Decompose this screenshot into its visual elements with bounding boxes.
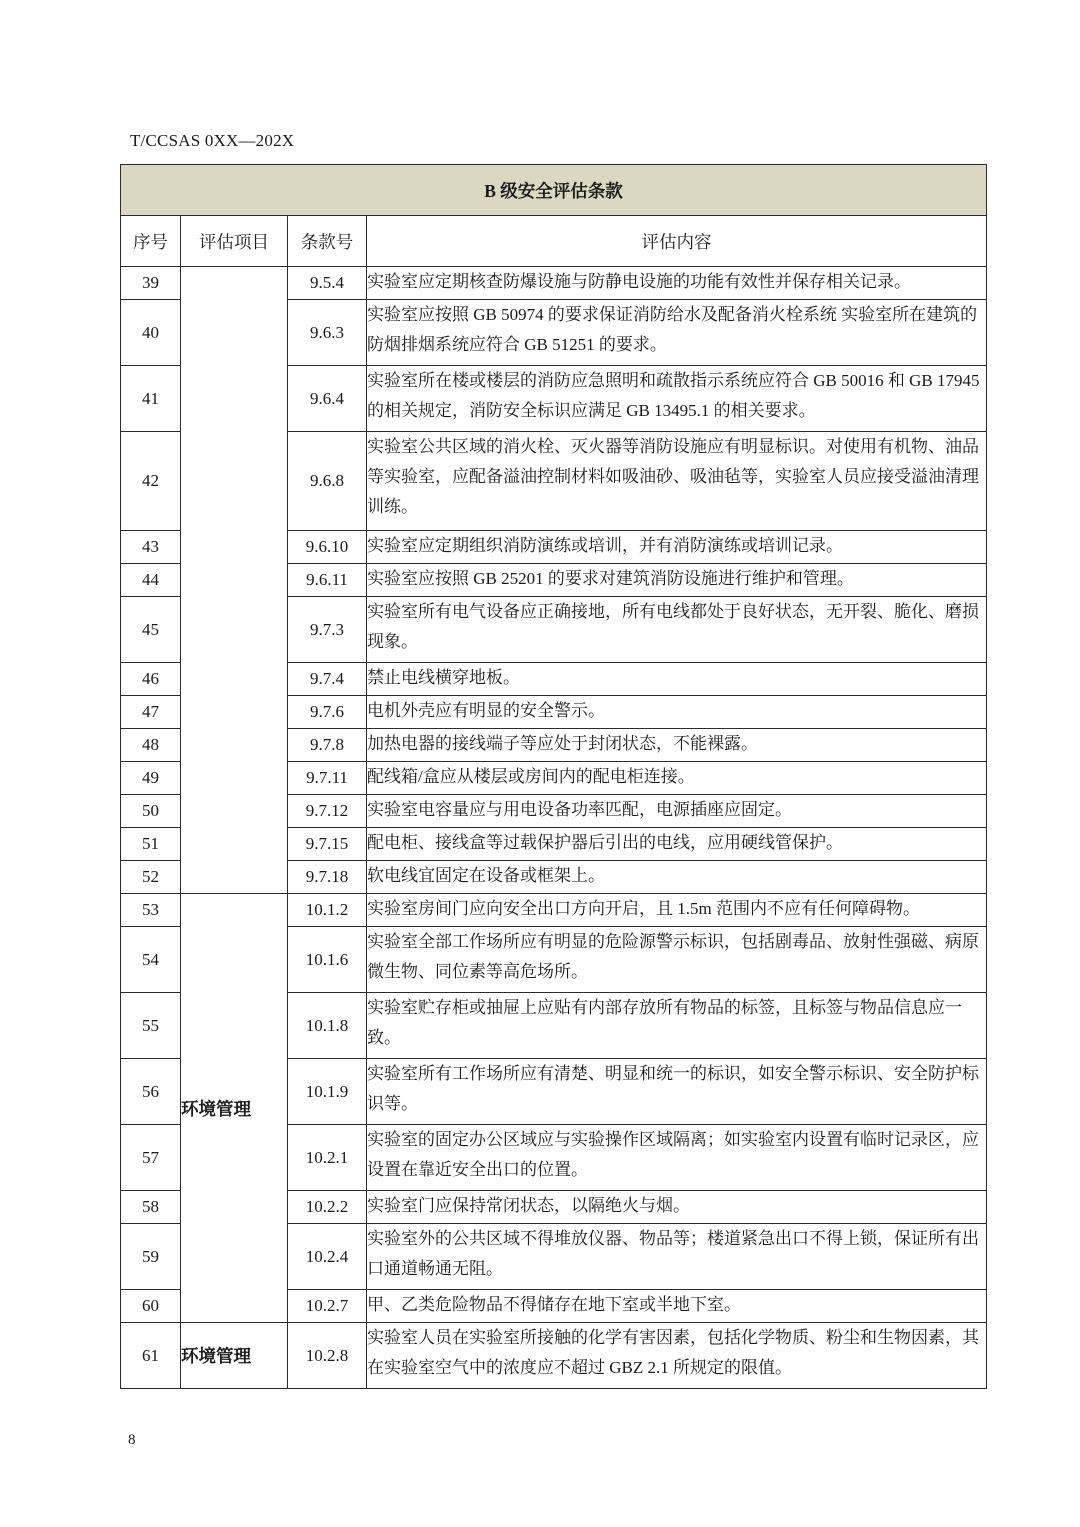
row-content: 实验室应按照 GB 25201 的要求对建筑消防设施进行维护和管理。 (367, 564, 987, 597)
row-content: 配电柜、接线盒等过载保护器后引出的电线，应用硬线管保护。 (367, 828, 987, 861)
row-clause: 9.7.15 (288, 828, 367, 861)
row-content: 实验室房间门应向安全出口方向开启，且 1.5m 范围内不应有任何障碍物。 (367, 894, 987, 927)
row-content: 实验室应定期组织消防演练或培训，并有消防演练或培训记录。 (367, 531, 987, 564)
header-content: 评估内容 (367, 216, 987, 267)
table-header-row (121, 216, 987, 267)
row-clause: 10.1.9 (288, 1059, 367, 1125)
row-clause: 9.5.4 (288, 267, 367, 300)
row-clause: 10.1.8 (288, 993, 367, 1059)
header-item: 评估项目 (181, 216, 288, 267)
row-clause: 9.6.10 (288, 531, 367, 564)
row-index: 57 (121, 1125, 181, 1191)
row-clause: 10.2.4 (288, 1224, 367, 1290)
row-content: 实验室所有电气设备应正确接地，所有电线都处于良好状态，无开裂、脆化、磨损现象。 (367, 597, 987, 663)
row-clause: 10.2.2 (288, 1191, 367, 1224)
row-content: 实验室外的公共区域不得堆放仪器、物品等；楼道紧急出口不得上锁，保证所有出口通道畅通无阻。 (367, 1224, 987, 1290)
row-clause: 9.7.18 (288, 861, 367, 894)
row-content: 实验室贮存柜或抽屉上应贴有内部存放所有物品的标签，且标签与物品信息应一致。 (367, 993, 987, 1059)
row-clause: 10.2.1 (288, 1125, 367, 1191)
row-clause: 9.6.8 (288, 432, 367, 531)
row-content: 实验室人员在实验室所接触的化学有害因素，包括化学物质、粉尘和生物因素，其在实验室空气中的浓度应不超过 GBZ 2.1 所规定的限值。 (367, 1323, 987, 1389)
row-clause: 9.7.12 (288, 795, 367, 828)
row-clause: 9.7.6 (288, 696, 367, 729)
row-index: 56 (121, 1059, 181, 1125)
row-index: 40 (121, 300, 181, 366)
table-row (121, 1323, 987, 1389)
row-clause: 9.6.4 (288, 366, 367, 432)
row-content: 禁止电线横穿地板。 (367, 663, 987, 696)
row-index: 53 (121, 894, 181, 927)
row-content: 实验室应定期核查防爆设施与防静电设施的功能有效性并保存相关记录。 (367, 267, 987, 300)
row-content: 加热电器的接线端子等应处于封闭状态，不能裸露。 (367, 729, 987, 762)
row-clause: 9.7.3 (288, 597, 367, 663)
row-content: 实验室所在楼或楼层的消防应急照明和疏散指示系统应符合 GB 50016 和 GB 17945 的相关规定，消防安全标识应满足 GB 13495.1 的相关要求。 (367, 366, 987, 432)
document-code: T/CCSAS 0XX—202X (130, 131, 295, 150)
row-index: 52 (121, 861, 181, 894)
header-index: 序号 (121, 216, 181, 267)
row-index: 51 (121, 828, 181, 861)
table-row (121, 267, 987, 300)
row-clause: 10.1.2 (288, 894, 367, 927)
row-clause: 10.2.7 (288, 1290, 367, 1323)
header-clause: 条款号 (288, 216, 367, 267)
row-content: 甲、乙类危险物品不得储存在地下室或半地下室。 (367, 1290, 987, 1323)
table-title: B 级安全评估条款 (121, 165, 987, 216)
row-content: 配线箱/盒应从楼层或房间内的配电柜连接。 (367, 762, 987, 795)
row-clause: 9.7.8 (288, 729, 367, 762)
row-content: 实验室应按照 GB 50974 的要求保证消防给水及配备消火栓系统 实验室所在建筑的防烟排烟系统应符合 GB 51251 的要求。 (367, 300, 987, 366)
row-content: 实验室所有工作场所应有清楚、明显和统一的标识，如安全警示标识、安全防护标识等。 (367, 1059, 987, 1125)
row-index: 50 (121, 795, 181, 828)
item-group-cell: 环境管理 (181, 1323, 288, 1389)
row-index: 55 (121, 993, 181, 1059)
row-index: 60 (121, 1290, 181, 1323)
row-clause: 9.6.11 (288, 564, 367, 597)
row-index: 58 (121, 1191, 181, 1224)
row-index: 49 (121, 762, 181, 795)
table-row (121, 894, 987, 927)
row-clause: 10.1.6 (288, 927, 367, 993)
page-number: 8 (128, 1432, 136, 1448)
row-content: 实验室门应保持常闭状态，以隔绝火与烟。 (367, 1191, 987, 1224)
row-content: 电机外壳应有明显的安全警示。 (367, 696, 987, 729)
row-content: 实验室电容量应与用电设备功率匹配，电源插座应固定。 (367, 795, 987, 828)
row-clause: 9.7.4 (288, 663, 367, 696)
row-clause: 9.7.11 (288, 762, 367, 795)
row-index: 47 (121, 696, 181, 729)
row-index: 45 (121, 597, 181, 663)
assessment-table (120, 164, 987, 1389)
row-index: 48 (121, 729, 181, 762)
row-index: 43 (121, 531, 181, 564)
row-clause: 10.2.8 (288, 1323, 367, 1389)
row-index: 61 (121, 1323, 181, 1389)
row-content: 实验室公共区域的消火栓、灭火器等消防设施应有明显标识。对使用有机物、油品等实验室，应配备溢油控制材料如吸油砂、吸油毡等，实验室人员应接受溢油清理训练。 (367, 432, 987, 531)
row-index: 46 (121, 663, 181, 696)
row-content: 实验室全部工作场所应有明显的危险源警示标识，包括剧毒品、放射性强磁、病原微生物、同位素等高危场所。 (367, 927, 987, 993)
item-group-cell (181, 267, 288, 894)
row-index: 39 (121, 267, 181, 300)
row-content: 软电线宜固定在设备或框架上。 (367, 861, 987, 894)
row-clause: 9.6.3 (288, 300, 367, 366)
row-index: 41 (121, 366, 181, 432)
row-index: 44 (121, 564, 181, 597)
row-content: 实验室的固定办公区域应与实验操作区域隔离；如实验室内设置有临时记录区，应设置在靠近安全出口的位置。 (367, 1125, 987, 1191)
item-group-cell: 环境管理 (181, 894, 288, 1323)
row-index: 54 (121, 927, 181, 993)
row-index: 59 (121, 1224, 181, 1290)
row-index: 42 (121, 432, 181, 531)
